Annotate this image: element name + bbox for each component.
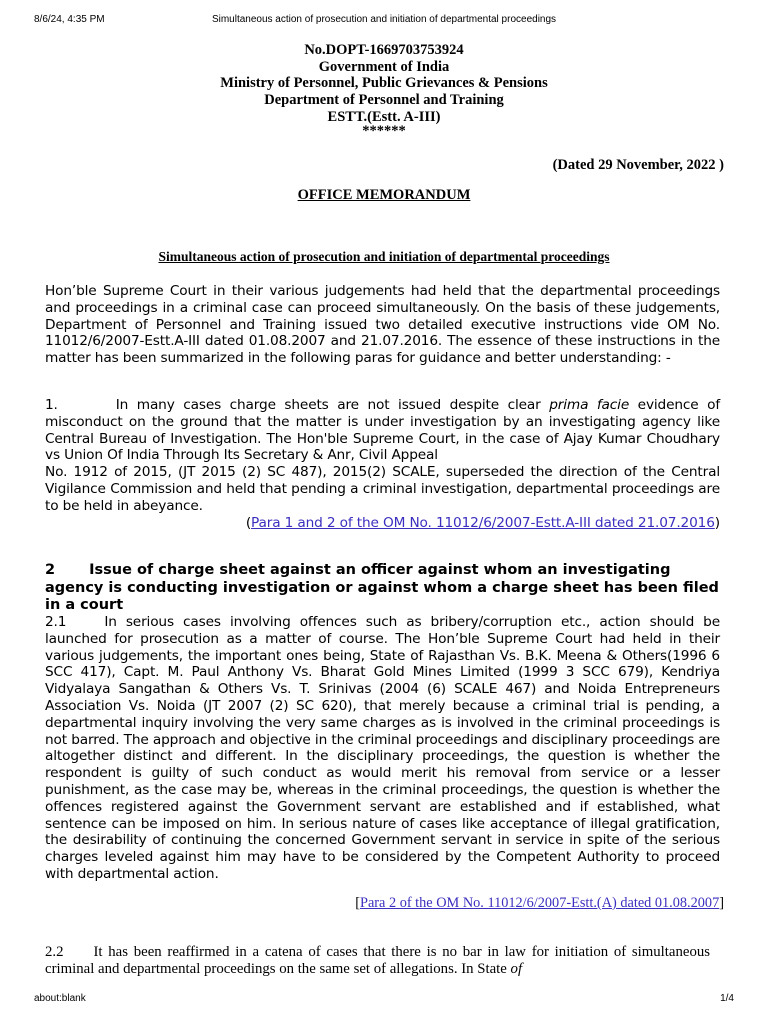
office-memorandum-title: OFFICE MEMORANDUM	[297, 187, 471, 203]
print-url: about:blank	[34, 993, 86, 1004]
paragraph-1-text-c: No. 1912 of 2015, (JT 2015 (2) SC 487), 2015(2) SCALE, superseded the direction of the Central Vigilance Commission and held that pending a criminal investigation, departmental proceedings are to be held in abeyance.	[45, 464, 720, 514]
date-line: (Dated 29 November, 2022 )	[552, 157, 724, 173]
paragraph-2-1-reference: [Para 2 of the OM No. 11012/6/2007-Estt.(A) dated 01.08.2007]	[355, 895, 724, 911]
paragraph-1-italic: prima facie	[549, 397, 630, 413]
paragraph-2-2-italic: of	[510, 961, 523, 977]
paragraph-1-reference: (Para 1 and 2 of the OM No. 11012/6/2007-Estt.A-III dated 21.07.2016)	[245, 514, 720, 531]
paragraph-2-2-text: It has been reaffirmed in a catena of cases that there is no bar in law for initiation of simultaneous criminal and departmental proceedings on the same set of allegations. In State	[45, 944, 710, 977]
government-line: Government of India	[318, 58, 450, 75]
section-2-number: 2	[45, 562, 56, 578]
letterhead	[0, 42, 768, 139]
section-line: ESTT.(Estt. A-III)	[327, 108, 441, 125]
paragraph-1-number: 1.	[45, 397, 58, 413]
print-title: Simultaneous action of prosecution and initiation of departmental proceedings	[211, 14, 557, 25]
reference-link-om-2016[interactable]: Para 1 and 2 of the OM No. 11012/6/2007-Estt.A-III dated 21.07.2016	[251, 514, 715, 531]
page-number: 1/4	[720, 993, 734, 1004]
paragraph-2-1	[45, 614, 720, 883]
department-line: Department of Personnel and Training	[264, 92, 504, 109]
paragraph-2-2	[45, 944, 710, 978]
print-datetime: 8/6/24, 4:35 PM	[34, 14, 105, 25]
paragraph-2-2-number: 2.2	[45, 944, 64, 960]
subject-line: Simultaneous action of prosecution and initiation of departmental proceedings	[158, 249, 610, 264]
paragraph-1-text-b: evidence of misconduct on the ground that the matter is under investigation by an investigating agency like Central Bureau of Investigation. The Hon'ble Supreme Court, in the case of Ajay Kumar Choudhary vs Union Of India Through Its Secretary & Anr, Civil Appeal	[45, 397, 720, 464]
section-2-title: Issue of charge sheet against an officer against whom an investigating agency is conducting investigation or against whom a charge sheet has been filed in a court	[45, 562, 719, 613]
stars-divider: ******	[362, 122, 406, 139]
paragraph-1	[45, 397, 720, 531]
doc-number: No.DOPT-1669703753924	[304, 42, 464, 58]
section-2-heading	[45, 562, 725, 615]
ministry-line: Ministry of Personnel, Public Grievances & Pensions	[220, 75, 548, 92]
paragraph-1-text-a: In many cases charge sheets are not issued despite clear	[115, 397, 541, 413]
paragraph-2-1-number: 2.1	[45, 614, 67, 630]
paragraph-2-1-text: In serious cases involving offences such as bribery/corruption etc., action should be launched for prosecution as a matter of course. The Hon’ble Supreme Court had held in their various judgements, the important ones being, State of Rajasthan Vs. B.K. Meena & Others(1996 6 SCC 417), Capt. M. Paul Anthony Vs. Bharat Gold Mines Limited (1999 3 SCC 679), Kendriya Vidyalaya Sangathan & Others Vs. T. Srinivas (2004 (6) SCALE 467) and Noida Entrepreneurs Association Vs. Noida (JT 2007 (2) SC 620), that merely because a criminal trial is pending, a departmental inquiry involving the very same charges as is involved in the criminal proceedings is not barred. The approach and objective in the criminal proceedings and disciplinary proceedings are altogether distinct and different. In the disciplinary proceedings, the question is whether the respondent is guilty of such conduct as would merit his removal from service or a lesser punishment, as the case may be, whereas in the criminal proceedings, the question is whether the offences registered against the Government servant are established and if established, what sentence can be imposed on him. In serious nature of cases like acceptance of illegal gratification, the desirability of continuing the concerned Government servant in service in spite of the serious charges leveled against him may have to be considered by the Competent Authority to proceed with departmental action.	[45, 614, 720, 882]
intro-paragraph: Hon’ble Supreme Court in their various judgements had held that the departmental proceedings and proceedings in a criminal case can proceed simultaneously. On the basis of these judgements, Department of Personnel and Training issued two detailed executive instructions vide OM No. 11012/6/2007-Estt.A-III dated 01.08.2007 and 21.07.2016. The essence of these instructions in the matter has been summarized in the following paras for guidance and better understanding: -	[45, 283, 720, 367]
reference-link-om-2007[interactable]: Para 2 of the OM No. 11012/6/2007-Estt.(A) dated 01.08.2007	[360, 895, 720, 911]
